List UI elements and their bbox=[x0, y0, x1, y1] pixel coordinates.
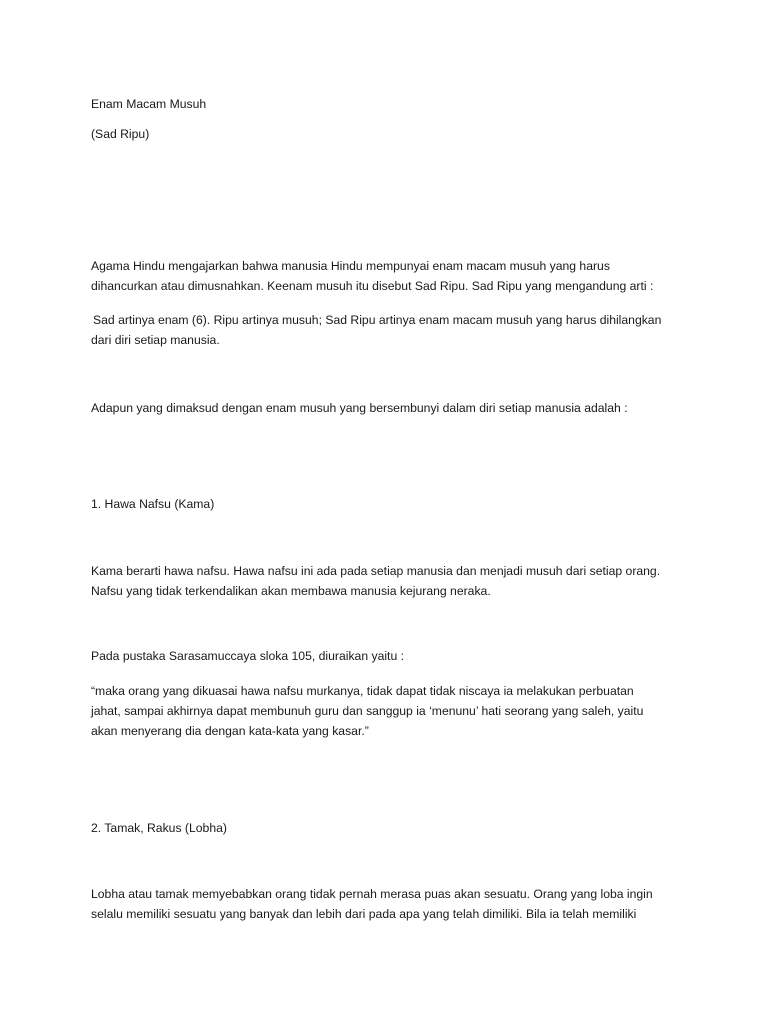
section-1-heading: 1. Hawa Nafsu (Kama) bbox=[91, 497, 215, 511]
document-title: Enam Macam Musuh bbox=[91, 97, 207, 111]
document-subtitle: (Sad Ripu) bbox=[91, 127, 150, 141]
section-1-para-line-2: Nafsu yang tidak terkendalikan akan membawa manusia kejurang neraka. bbox=[91, 584, 491, 598]
intro-line-1: Agama Hindu mengajarkan bahwa manusia Hindu mempunyai enam macam musuh yang harus bbox=[91, 259, 610, 273]
section-1-para-line-1: Kama berarti hawa nafsu. Hawa nafsu ini ada pada setiap manusia dan menjadi musuh dari setiap orang. bbox=[91, 564, 661, 578]
lead-in-text: Adapun yang dimaksud dengan enam musuh yang bersembunyi dalam diri setiap manusia adalah : bbox=[91, 401, 628, 415]
section-2-para-line-1: Lobha atau tamak memyebabkan orang tidak pernah merasa puas akan sesuatu. Orang yang loba ingin bbox=[91, 887, 653, 901]
section-1-quote-line-2: jahat, sampai akhirnya dapat membunuh guru dan sanggup ia ‘menunu’ hati seorang yang saleh, yaitu bbox=[91, 704, 644, 718]
definition-line-2: dari diri setiap manusia. bbox=[91, 333, 220, 347]
section-2-heading: 2. Tamak, Rakus (Lobha) bbox=[91, 821, 227, 835]
section-2-para-line-2: selalu memiliki sesuatu yang banyak dan lebih dari pada apa yang telah dimiliki. Bila ia telah memiliki bbox=[91, 907, 637, 921]
definition-line-1: Sad artinya enam (6). Ripu artinya musuh; Sad Ripu artinya enam macam musuh yang harus dihilangkan bbox=[93, 313, 662, 327]
intro-line-2: dihancurkan atau dimusnahkan. Keenam musuh itu disebut Sad Ripu. Sad Ripu yang mengandung arti : bbox=[91, 279, 654, 293]
section-1-quote-line-3: akan menyerang dia dengan kata-kata yang kasar.” bbox=[91, 724, 369, 738]
section-1-source: Pada pustaka Sarasamuccaya sloka 105, diuraikan yaitu : bbox=[91, 649, 404, 663]
section-1-quote-line-1: “maka orang yang dikuasai hawa nafsu murkanya, tidak dapat tidak niscaya ia melakukan perbuatan bbox=[91, 684, 634, 698]
